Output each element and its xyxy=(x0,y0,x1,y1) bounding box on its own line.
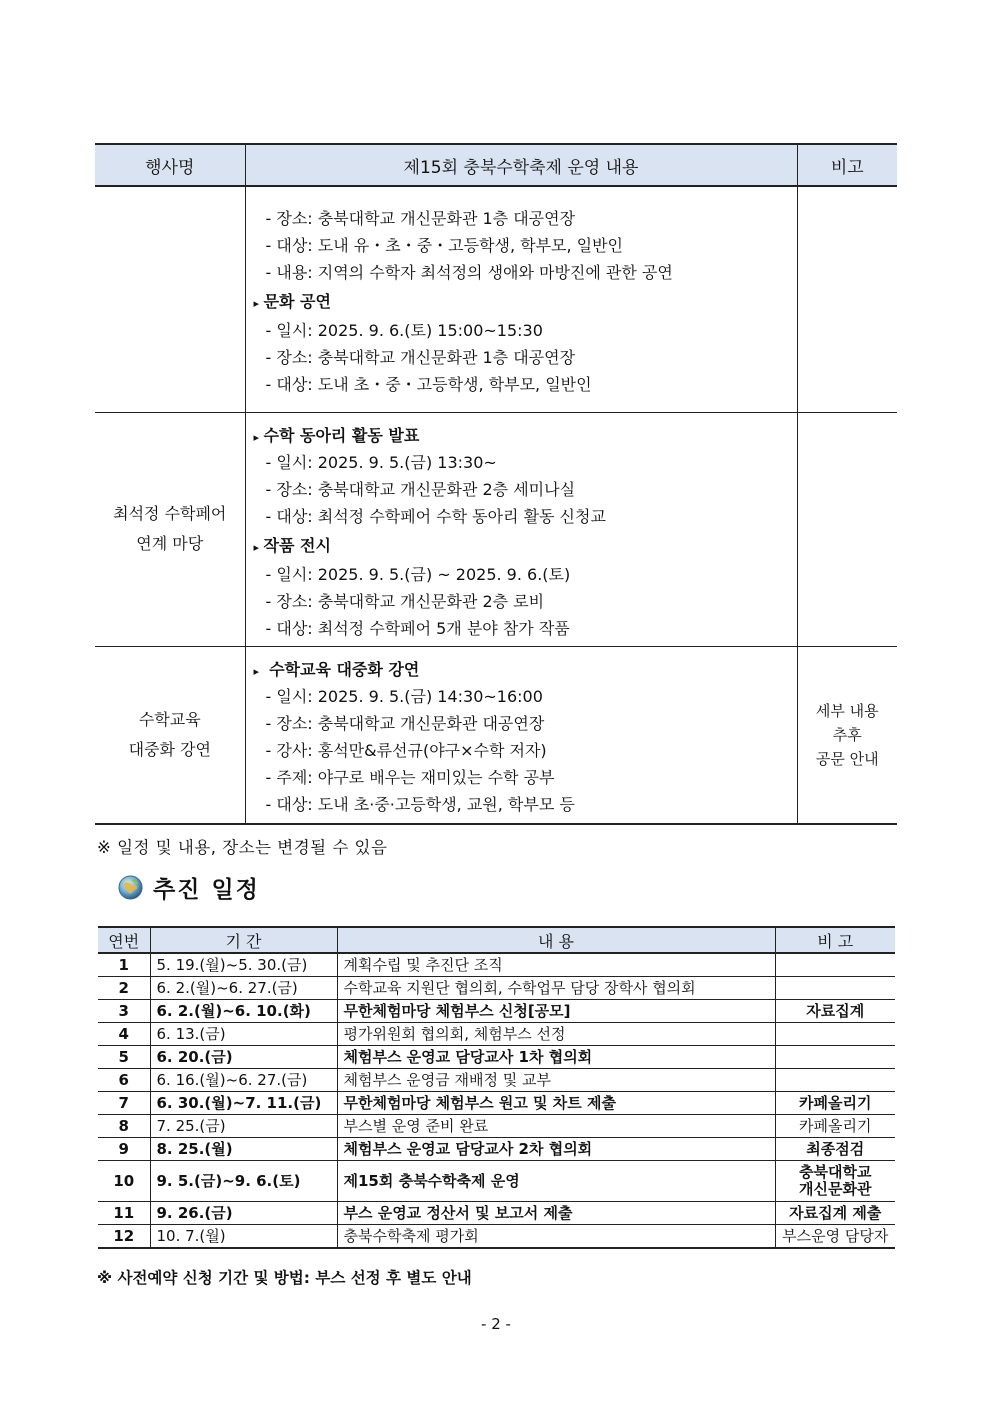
content-line: - 일시: 2025. 9. 5.(금) 13:30~ xyxy=(265,452,497,472)
row-number: 8 xyxy=(98,1115,150,1138)
content-cell: 체험부스 운영교 담당교사 2차 협의회 xyxy=(337,1138,775,1161)
table-row xyxy=(98,1000,895,1023)
row-number: 3 xyxy=(98,1000,150,1023)
globe-icon xyxy=(118,875,143,900)
section-heading: ▸ 수학 동아리 활동 발표 xyxy=(254,423,789,449)
table-row xyxy=(98,1023,895,1046)
content-line: - 일시: 2025. 9. 6.(토) 15:00~15:30 xyxy=(265,321,543,340)
note-cell: 충북대학교 개신문화관 xyxy=(775,1161,895,1202)
content-cell: 수학교육 지원단 협의회, 수학업무 담당 장학사 협의회 xyxy=(337,977,775,1000)
content-cell xyxy=(245,646,797,824)
content-line: - 내용: 지역의 수학자 최석정의 생애와 마방진에 관한 공연 xyxy=(265,263,673,282)
content-line: - 대상: 최석정 수학페어 5개 분야 참가 작품 xyxy=(265,618,570,638)
table-row xyxy=(98,1138,895,1161)
table-row xyxy=(98,1046,895,1069)
period-cell: 6. 13.(금) xyxy=(150,1023,337,1046)
note-cell: 자료집계 제출 xyxy=(775,1202,895,1225)
note-cell: 자료집계 xyxy=(775,1000,895,1023)
schedule-section-title: 추진 일정 xyxy=(153,876,260,903)
table-row xyxy=(98,953,895,977)
content-cell: 무한체험마당 체험부스 원고 및 차트 제출 xyxy=(337,1092,775,1115)
table-row xyxy=(98,1202,895,1225)
note-cell: 부스운영 담당자 xyxy=(775,1225,895,1249)
period-cell: 9. 5.(금)~9. 6.(토) xyxy=(150,1161,337,1202)
row-number: 4 xyxy=(98,1023,150,1046)
table-header-row xyxy=(98,927,895,953)
schedule-table xyxy=(98,926,895,1249)
period-cell: 6. 16.(월)~6. 27.(금) xyxy=(150,1069,337,1092)
content-cell: 부스별 운영 준비 완료 xyxy=(337,1115,775,1138)
table-row xyxy=(95,412,897,646)
triangle-bullet-icon: ▸ xyxy=(253,297,260,310)
row-number: 2 xyxy=(98,977,150,1000)
period-cell: 9. 26.(금) xyxy=(150,1202,337,1225)
row-number: 6 xyxy=(98,1069,150,1092)
table-row xyxy=(95,186,897,412)
column-header: 내 용 xyxy=(337,927,775,953)
table-row xyxy=(95,646,897,824)
section-heading: ▸ 수학교육 대중화 강연 xyxy=(254,657,789,683)
content-line: - 대상: 도내 유・초・중・고등학생, 학부모, 일반인 xyxy=(265,236,624,255)
period-cell: 6. 30.(월)~7. 11.(금) xyxy=(150,1092,337,1115)
content-line: - 일시: 2025. 9. 5.(금) ~ 2025. 9. 6.(토) xyxy=(265,564,571,584)
content-cell xyxy=(245,412,797,646)
table-row xyxy=(98,1225,895,1249)
column-header: 연번 xyxy=(98,927,150,953)
table-header-row xyxy=(95,144,897,186)
row-number: 7 xyxy=(98,1092,150,1115)
period-cell: 8. 25.(월) xyxy=(150,1138,337,1161)
content-cell: 충북수학축제 평가회 xyxy=(337,1225,775,1249)
column-header: 제15회 충북수학축제 운영 내용 xyxy=(245,144,797,186)
content-cell: 체험부스 운영교 담당교사 1차 협의회 xyxy=(337,1046,775,1069)
table-row xyxy=(98,1092,895,1115)
content-line: - 대상: 도내 초・중・고등학생, 학부모, 일반인 xyxy=(265,375,592,394)
note-cell: 세부 내용 추후 공문 안내 xyxy=(797,646,897,824)
period-cell: 6. 2.(월)~6. 10.(화) xyxy=(150,1000,337,1023)
period-cell: 6. 20.(금) xyxy=(150,1046,337,1069)
note-cell: 카페올리기 xyxy=(775,1092,895,1115)
content-line: - 대상: 최석정 수학페어 수학 동아리 활동 신청교 xyxy=(265,506,606,526)
period-cell: 6. 2.(월)~6. 27.(금) xyxy=(150,977,337,1000)
event-name-cell: 수학교육 대중화 강연 xyxy=(95,646,245,824)
content-line: - 일시: 2025. 9. 5.(금) 14:30~16:00 xyxy=(265,686,543,706)
content-cell: 부스 운영교 정산서 및 보고서 제출 xyxy=(337,1202,775,1225)
note-cell xyxy=(775,977,895,1000)
section-title xyxy=(118,870,260,904)
content-cell: 체험부스 운영금 재배정 및 교부 xyxy=(337,1069,775,1092)
note-cell xyxy=(775,1046,895,1069)
content-line: - 대상: 도내 초·중·고등학생, 교원, 학부모 등 xyxy=(265,794,575,814)
triangle-bullet-icon: ▸ xyxy=(253,430,260,444)
content-cell xyxy=(245,186,797,412)
table-row xyxy=(98,977,895,1000)
content-line: - 장소: 충북대학교 개신문화관 1층 대공연장 xyxy=(265,209,576,228)
column-header: 행사명 xyxy=(95,144,245,186)
content-line: - 장소: 충북대학교 개신문화관 대공연장 xyxy=(265,713,545,733)
column-header: 비 고 xyxy=(775,927,895,953)
content-line: - 장소: 충북대학교 개신문화관 2층 로비 xyxy=(265,591,545,611)
section-heading: ▸ 문화 공연 xyxy=(254,286,789,317)
row-number: 9 xyxy=(98,1138,150,1161)
table-row xyxy=(98,1069,895,1092)
festival-content-table xyxy=(95,143,897,825)
row-number: 1 xyxy=(98,953,150,977)
event-name-cell: 최석정 수학페어 연계 마당 xyxy=(95,412,245,646)
row-number: 5 xyxy=(98,1046,150,1069)
content-line: - 강사: 홍석만&류선규(야구×수학 저자) xyxy=(265,740,547,760)
note-cell xyxy=(775,1069,895,1092)
content-cell: 계획수립 및 추진단 조직 xyxy=(337,953,775,977)
page-number: - 2 - xyxy=(481,1315,511,1333)
row-number: 12 xyxy=(98,1225,150,1249)
row-number: 11 xyxy=(98,1202,150,1225)
content-line: - 장소: 충북대학교 개신문화관 2층 세미나실 xyxy=(265,479,576,499)
content-line: - 주제: 야구로 배우는 재미있는 수학 공부 xyxy=(265,767,555,787)
event-name-cell xyxy=(95,186,245,412)
reservation-notice: ※ 사전예약 신청 기간 및 방법: 부스 선정 후 별도 안내 xyxy=(97,1269,472,1287)
content-cell: 제15회 충북수학축제 운영 xyxy=(337,1161,775,1202)
period-cell: 5. 19.(월)~5. 30.(금) xyxy=(150,953,337,977)
note-cell: 카페올리기 xyxy=(775,1115,895,1138)
table-row xyxy=(98,1161,895,1202)
note-cell xyxy=(797,412,897,646)
content-line: - 장소: 충북대학교 개신문화관 1층 대공연장 xyxy=(265,348,576,367)
note-cell xyxy=(797,186,897,412)
period-cell: 10. 7.(월) xyxy=(150,1225,337,1249)
content-cell: 무한체험마당 체험부스 신청[공모] xyxy=(337,1000,775,1023)
note-cell: 최종점검 xyxy=(775,1138,895,1161)
triangle-bullet-icon: ▸ xyxy=(253,664,260,678)
triangle-bullet-icon: ▸ xyxy=(253,540,260,554)
column-header: 기 간 xyxy=(150,927,337,953)
content-cell: 평가위원회 협의회, 체험부스 선정 xyxy=(337,1023,775,1046)
column-header: 비고 xyxy=(797,144,897,186)
row-number: 10 xyxy=(98,1161,150,1202)
schedule-change-notice: ※ 일정 및 내용, 장소는 변경될 수 있음 xyxy=(97,838,388,857)
section-heading: ▸ 작품 전시 xyxy=(254,530,789,561)
period-cell: 7. 25.(금) xyxy=(150,1115,337,1138)
note-cell xyxy=(775,953,895,977)
table-row xyxy=(98,1115,895,1138)
note-cell xyxy=(775,1023,895,1046)
